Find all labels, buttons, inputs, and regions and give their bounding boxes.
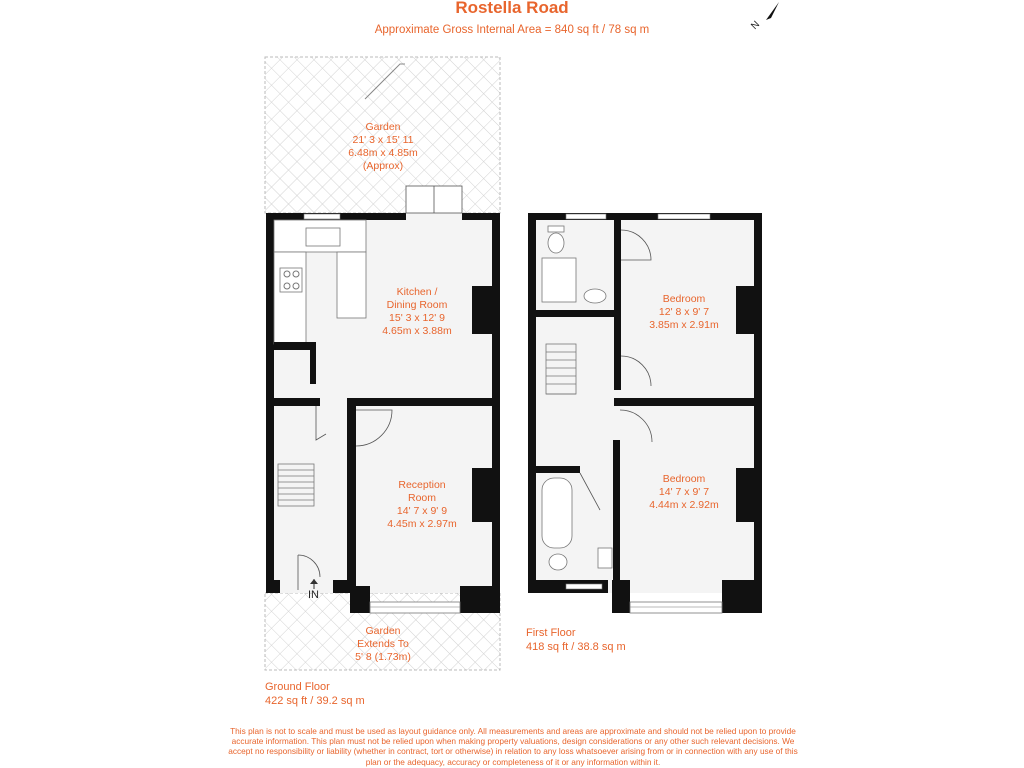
entrance-label: IN: [308, 589, 319, 601]
plan-title: Rostella Road: [455, 0, 569, 17]
garden-note: (Approx): [362, 160, 404, 172]
bedroom-2-label: [619, 473, 749, 512]
garden-metric: 6.48m x 4.85m: [348, 147, 418, 159]
reception-name-line2: Room: [407, 492, 436, 504]
kitchen-name-line1: Kitchen /: [396, 286, 438, 298]
garden-imperial: 21' 3 x 15' 11: [352, 134, 414, 146]
ground-floor-area: 422 sq ft / 39.2 sq m: [265, 695, 365, 707]
front-garden-name-line2: Extends To: [357, 638, 409, 650]
kitchen-name-line2: Dining Room: [386, 299, 448, 311]
bedroom-2-imperial: 14' 7 x 9' 7: [658, 486, 710, 498]
bedroom-1-label: [619, 293, 749, 332]
garden-label: [318, 121, 448, 173]
ground-floor-name: Ground Floor: [265, 681, 330, 693]
kitchen-label: [352, 286, 482, 338]
first-floor-plan: [528, 213, 762, 613]
reception-imperial: 14' 7 x 9' 9: [396, 505, 448, 517]
first-floor-label: [526, 626, 626, 654]
garden-name: Garden: [365, 121, 401, 133]
front-garden-measure: 5' 8 (1.73m): [355, 651, 411, 663]
ground-floor-label: [265, 680, 365, 708]
reception-label: [357, 479, 487, 531]
first-floor-area: 418 sq ft / 38.8 sq m: [526, 641, 626, 653]
reception-metric: 4.45m x 2.97m: [387, 518, 457, 530]
disclaimer-text: This plan is not to scale and must be used as layout guidance only. All measurements and areas are approximate and should not be relied upon to provide accurate information. This plan must not be relied upon when making property valuations, design considerations or any other such relevant decisions. We accept no responsibility or liability (whether in contract, tort or otherwise) in relation to any loss whatsoever arising from or in connection with any use of this plan or the adequacy, accuracy or completeness of it or any information within it.: [228, 726, 798, 767]
north-label: N: [749, 19, 763, 32]
bedroom-2-metric: 4.44m x 2.92m: [649, 499, 719, 511]
bedroom-1-imperial: 12' 8 x 9' 7: [658, 306, 710, 318]
front-garden-name-line1: Garden: [365, 625, 401, 637]
kitchen-imperial: 15' 3 x 12' 9: [389, 312, 445, 324]
front-garden-label: [318, 625, 448, 664]
kitchen-metric: 4.65m x 3.88m: [382, 325, 452, 337]
bedroom-2-name: Bedroom: [662, 473, 706, 485]
bedroom-1-metric: 3.85m x 2.91m: [649, 319, 719, 331]
gross-internal-area: Approximate Gross Internal Area = 840 sq ft / 78 sq m: [374, 24, 650, 36]
bedroom-1-name: Bedroom: [662, 293, 706, 305]
first-floor-name: First Floor: [526, 627, 576, 639]
reception-name-line1: Reception: [398, 479, 446, 491]
ground-floor-plan: [266, 186, 500, 613]
